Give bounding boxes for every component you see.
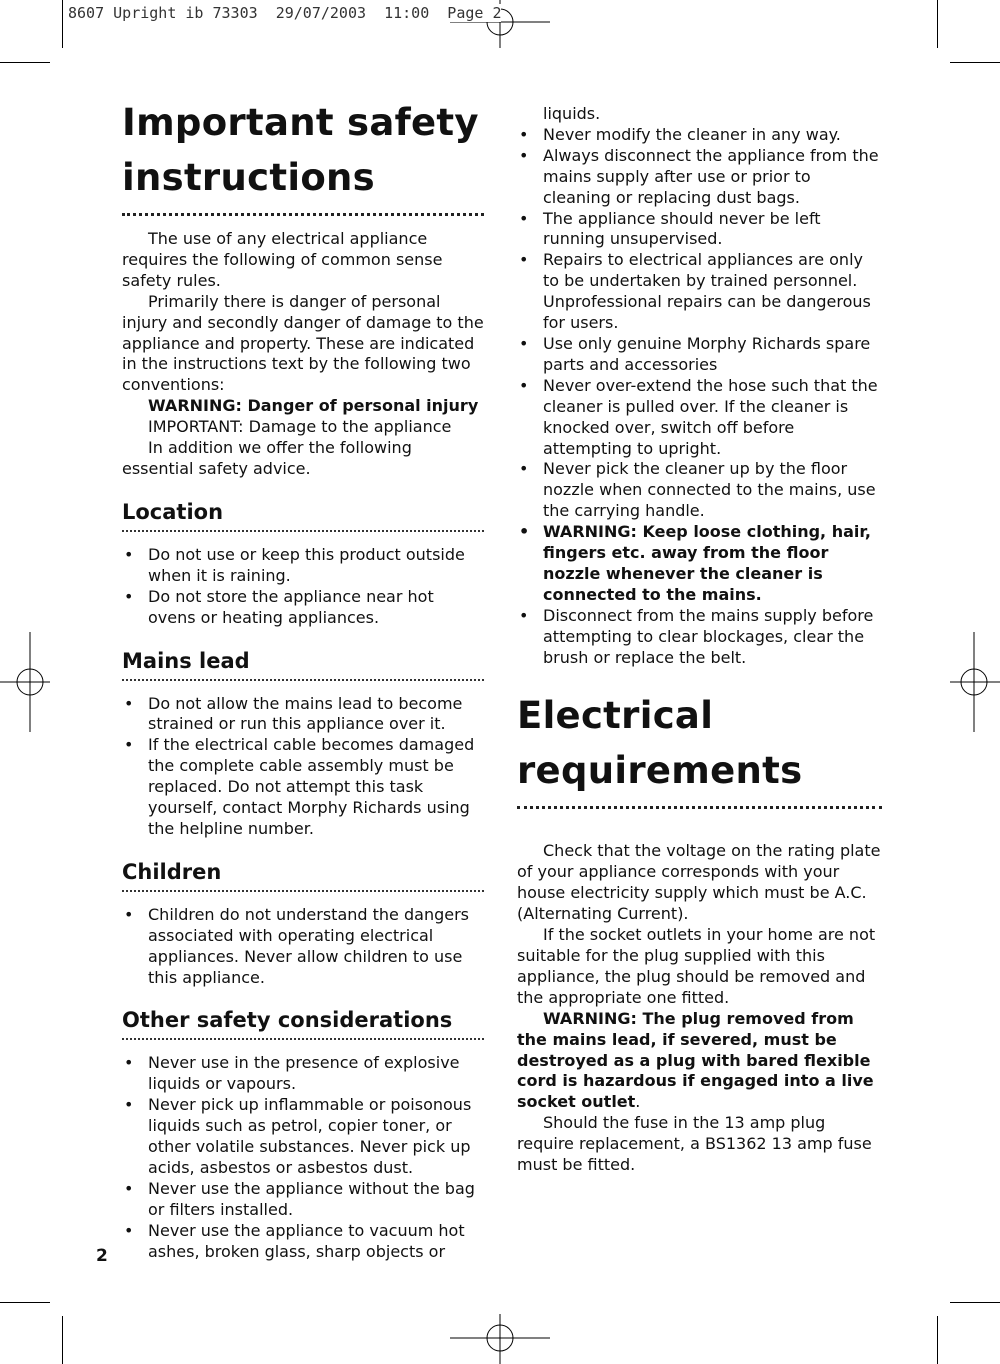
list-item: • Never pick up inflammable or poisonous liquids such as petrol, copier toner, or other volatile substances. Never pick up acids, asbestos or asbestos dust. [124, 1095, 472, 1177]
electrical-paragraph: Should the fuse in the 13 amp plug require replacement, a BS1362 13 amp fuse must be fitted. [517, 1113, 872, 1175]
list-item: • Use only genuine Morphy Richards spare parts and accessories [519, 333, 871, 374]
list-item: • Children do not understand the dangers associated with operating electrical appliances. Never allow children to use this appliance. [124, 904, 469, 987]
warning-list-item: • WARNING: Keep loose clothing, hair, fingers etc. away from the floor nozzle whenever the cleaner is connected to the mains. [519, 522, 871, 604]
list-item-continued: liquids. [543, 104, 601, 123]
printer-slug: 8607 Upright ib 73303 29/07/2003 11:00 Page 2 [68, 4, 502, 22]
list-item: • Disconnect from the mains supply before attempting to clear blockages, clear the brush or replace the belt. [519, 605, 874, 667]
crop-mark-bottom-left-h [0, 1302, 50, 1303]
list-item: • Never over-extend the hose such that the cleaner is pulled over. If the cleaner is knocked over, switch off before attempting to upright. [519, 375, 878, 458]
registration-mark-right [950, 632, 1000, 732]
list-item: • Never modify the cleaner in any way. [519, 124, 841, 144]
crop-mark-bottom-right-v [937, 1316, 938, 1364]
registration-mark-left [0, 632, 50, 732]
electrical-warning: WARNING: The plug removed from the mains lead, if severed, must be destroyed as a plug with bared flexible cord is hazardous if engaged into a live socket outlet. [517, 1008, 874, 1112]
section-title-other: Other safety considerations [122, 1006, 484, 1040]
crop-mark-top-left-h [0, 62, 50, 63]
left-column [122, 95, 484, 1263]
crop-mark-bottom-right-h [950, 1302, 1000, 1303]
other-list-continued [517, 125, 882, 669]
other-list [122, 1053, 484, 1262]
list-item: • Do not allow the mains lead to become strained or run this appliance over it. [124, 693, 463, 734]
electrical-section [517, 688, 882, 1176]
page-number: 2 [96, 1246, 108, 1266]
crop-mark-top-left-v [62, 0, 63, 48]
list-item: • The appliance should never be left running unsupervised. [519, 208, 821, 249]
crop-mark-top-right-h [950, 62, 1000, 63]
warning-convention: WARNING: Danger of personal injury [148, 396, 479, 416]
crop-mark-top-right-v [937, 0, 938, 48]
electrical-paragraph: Check that the voltage on the rating plate of your appliance corresponds with your house electricity supply which must be A.C. (Alternating Current). [517, 841, 881, 924]
intro-section [122, 229, 484, 480]
list-item: • Do not store the appliance near hot ovens or heating appliances. [124, 586, 434, 627]
important-convention: IMPORTANT: Damage to the appliance [148, 417, 452, 437]
electrical-paragraph: If the socket outlets in your home are not suitable for the plug supplied with this appliance, the plug should be removed and the appropriate one fitted. [517, 925, 876, 1007]
children-list [122, 905, 484, 989]
mains-lead-list [122, 694, 484, 840]
list-item: • Always disconnect the appliance from the mains supply after use or prior to cleaning or replacing dust bags. [519, 145, 879, 207]
registration-mark-bottom [450, 1314, 550, 1364]
list-item: • Do not use or keep this product outside when it is raining. [124, 544, 465, 585]
section-title-location: Location [122, 498, 484, 532]
main-title: Important safety instructions [122, 95, 484, 216]
location-list [122, 545, 484, 629]
list-item: • Never pick the cleaner up by the floor nozzle when connected to the mains, use the carrying handle. [519, 459, 876, 521]
list-item: • Never use the appliance without the bag or filters installed. [124, 1178, 475, 1219]
section-title-children: Children [122, 858, 484, 892]
list-item: • Never use in the presence of explosive liquids or vapours. [124, 1053, 460, 1094]
section-title-mains-lead: Mains lead [122, 647, 484, 681]
mains-lead-section [122, 647, 484, 840]
other-section [122, 1006, 484, 1262]
children-section [122, 858, 484, 989]
crop-mark-bottom-left-v [62, 1316, 63, 1364]
right-column [517, 104, 882, 1176]
location-section [122, 498, 484, 629]
intro-paragraph: In addition we offer the following essential safety advice. [122, 438, 412, 478]
list-item: • Repairs to electrical appliances are only to be undertaken by trained personnel. Unprofessional repairs can be dangerous for users. [519, 250, 871, 333]
list-item: • If the electrical cable becomes damaged the complete cable assembly must be replaced. Do not attempt this task yourself, contact Morphy Richards using the helpline number. [124, 735, 475, 838]
electrical-body [517, 841, 882, 1176]
electrical-title: Electrical requirements [517, 688, 882, 809]
list-item: • Never use the appliance to vacuum hot ashes, broken glass, sharp objects or [124, 1220, 465, 1261]
intro-paragraph: The use of any electrical appliance requires the following of common sense safety rules. [122, 229, 443, 290]
intro-paragraph: Primarily there is danger of personal injury and secondly danger of damage to the appliance and property. These are indicated in the instructions text by the following two conventions: [122, 291, 484, 395]
